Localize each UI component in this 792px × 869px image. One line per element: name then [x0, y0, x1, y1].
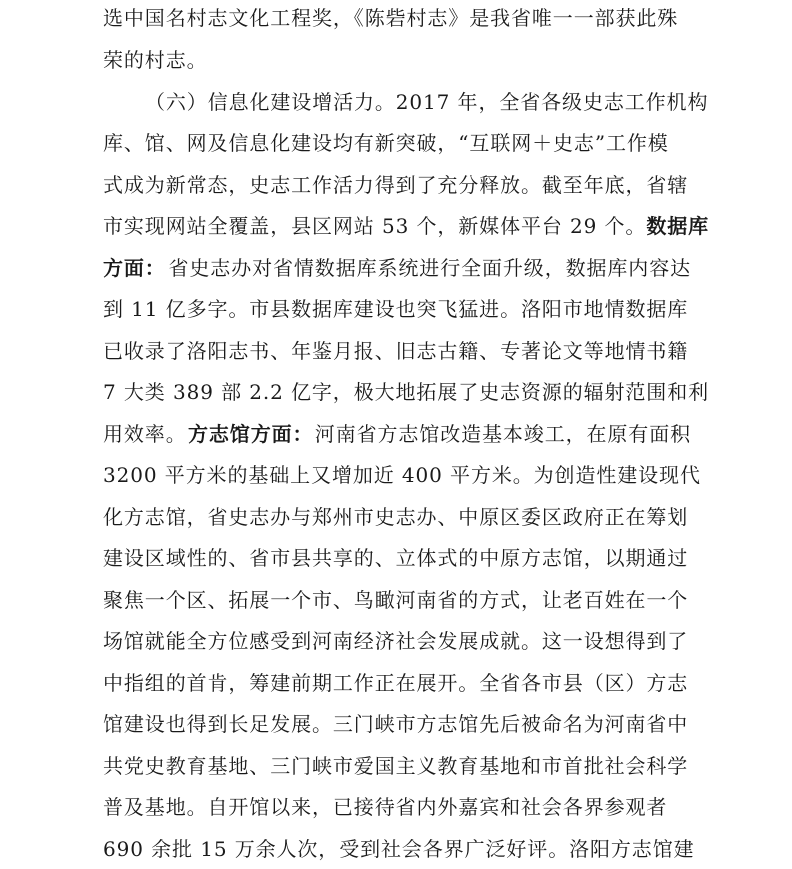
text-line: 中指组的首肯，筹建前期工作正在展开。全省各市县（区）方志: [103, 671, 689, 695]
text-line: 库、馆、网及信息化建设均有新突破，“互联网＋史志”工作模: [103, 131, 669, 155]
text-line: 化方志馆，省史志办与郑州市史志办、中原区委区政府正在筹划: [103, 505, 689, 529]
text-line: 7 大类 389 部 2.2 亿字，极大地拓展了史志资源的辐射范围和利: [103, 380, 709, 404]
text-line: 式成为新常态，史志工作活力得到了充分释放。截至年底，省辖: [103, 173, 689, 197]
bold-heading: 方面：: [103, 256, 166, 280]
text-segment: 市实现网站全覆盖，县区网站 53 个，新媒体平台 29 个。: [103, 214, 647, 238]
text-line: 建设区域性的、省市县共享的、立体式的中原方志馆，以期通过: [103, 546, 689, 570]
text-line: 馆建设也得到长足发展。三门峡市方志馆先后被命名为河南省中: [103, 712, 689, 736]
text-segment: 河南省方志馆改造基本竣工，在原有面积: [314, 422, 691, 446]
bold-heading: 数据库: [646, 214, 710, 238]
text-line: 聚焦一个区、拓展一个市、鸟瞰河南省的方式，让老百姓在一个: [103, 588, 689, 612]
text-line: 共党史教育基地、三门峡市爱国主义教育基地和市首批社会科学: [103, 754, 689, 778]
text-segment: 省史志办对省情数据库系统进行全面升级，数据库内容达: [168, 256, 691, 280]
bold-heading: 方志馆方面：: [188, 422, 314, 446]
text-line: 普及基地。自开馆以来，已接待省内外嘉宾和社会各界参观者: [103, 795, 668, 819]
text-line: 选中国名村志文化工程奖，《陈砦村志》是我省唯一一部获此殊: [103, 6, 679, 30]
text-line: [103, 256, 691, 280]
text-line: 到 11 亿多字。市县数据库建设也突飞猛进。洛阳市地情数据库: [103, 297, 689, 321]
text-line: [103, 422, 691, 446]
text-line: 荣的村志。: [103, 48, 208, 72]
text-line: 场馆就能全方位感受到河南经济社会发展成就。这一设想得到了: [103, 629, 689, 653]
text-line: [103, 214, 710, 238]
text-line: 已收录了洛阳志书、年鉴月报、旧志古籍、专著论文等地情书籍: [103, 339, 689, 363]
text-line: 3200 平方米的基础上又增加近 400 平方米。为创造性建设现代: [103, 463, 701, 487]
paragraph-heading-line: （六）信息化建设增活力。2017 年，全省各级史志工作机构: [145, 90, 709, 114]
text-segment: 用效率。: [103, 422, 187, 446]
text-line: 690 余批 15 万余人次，受到社会各界广泛好评。洛阳方志馆建: [103, 837, 695, 861]
